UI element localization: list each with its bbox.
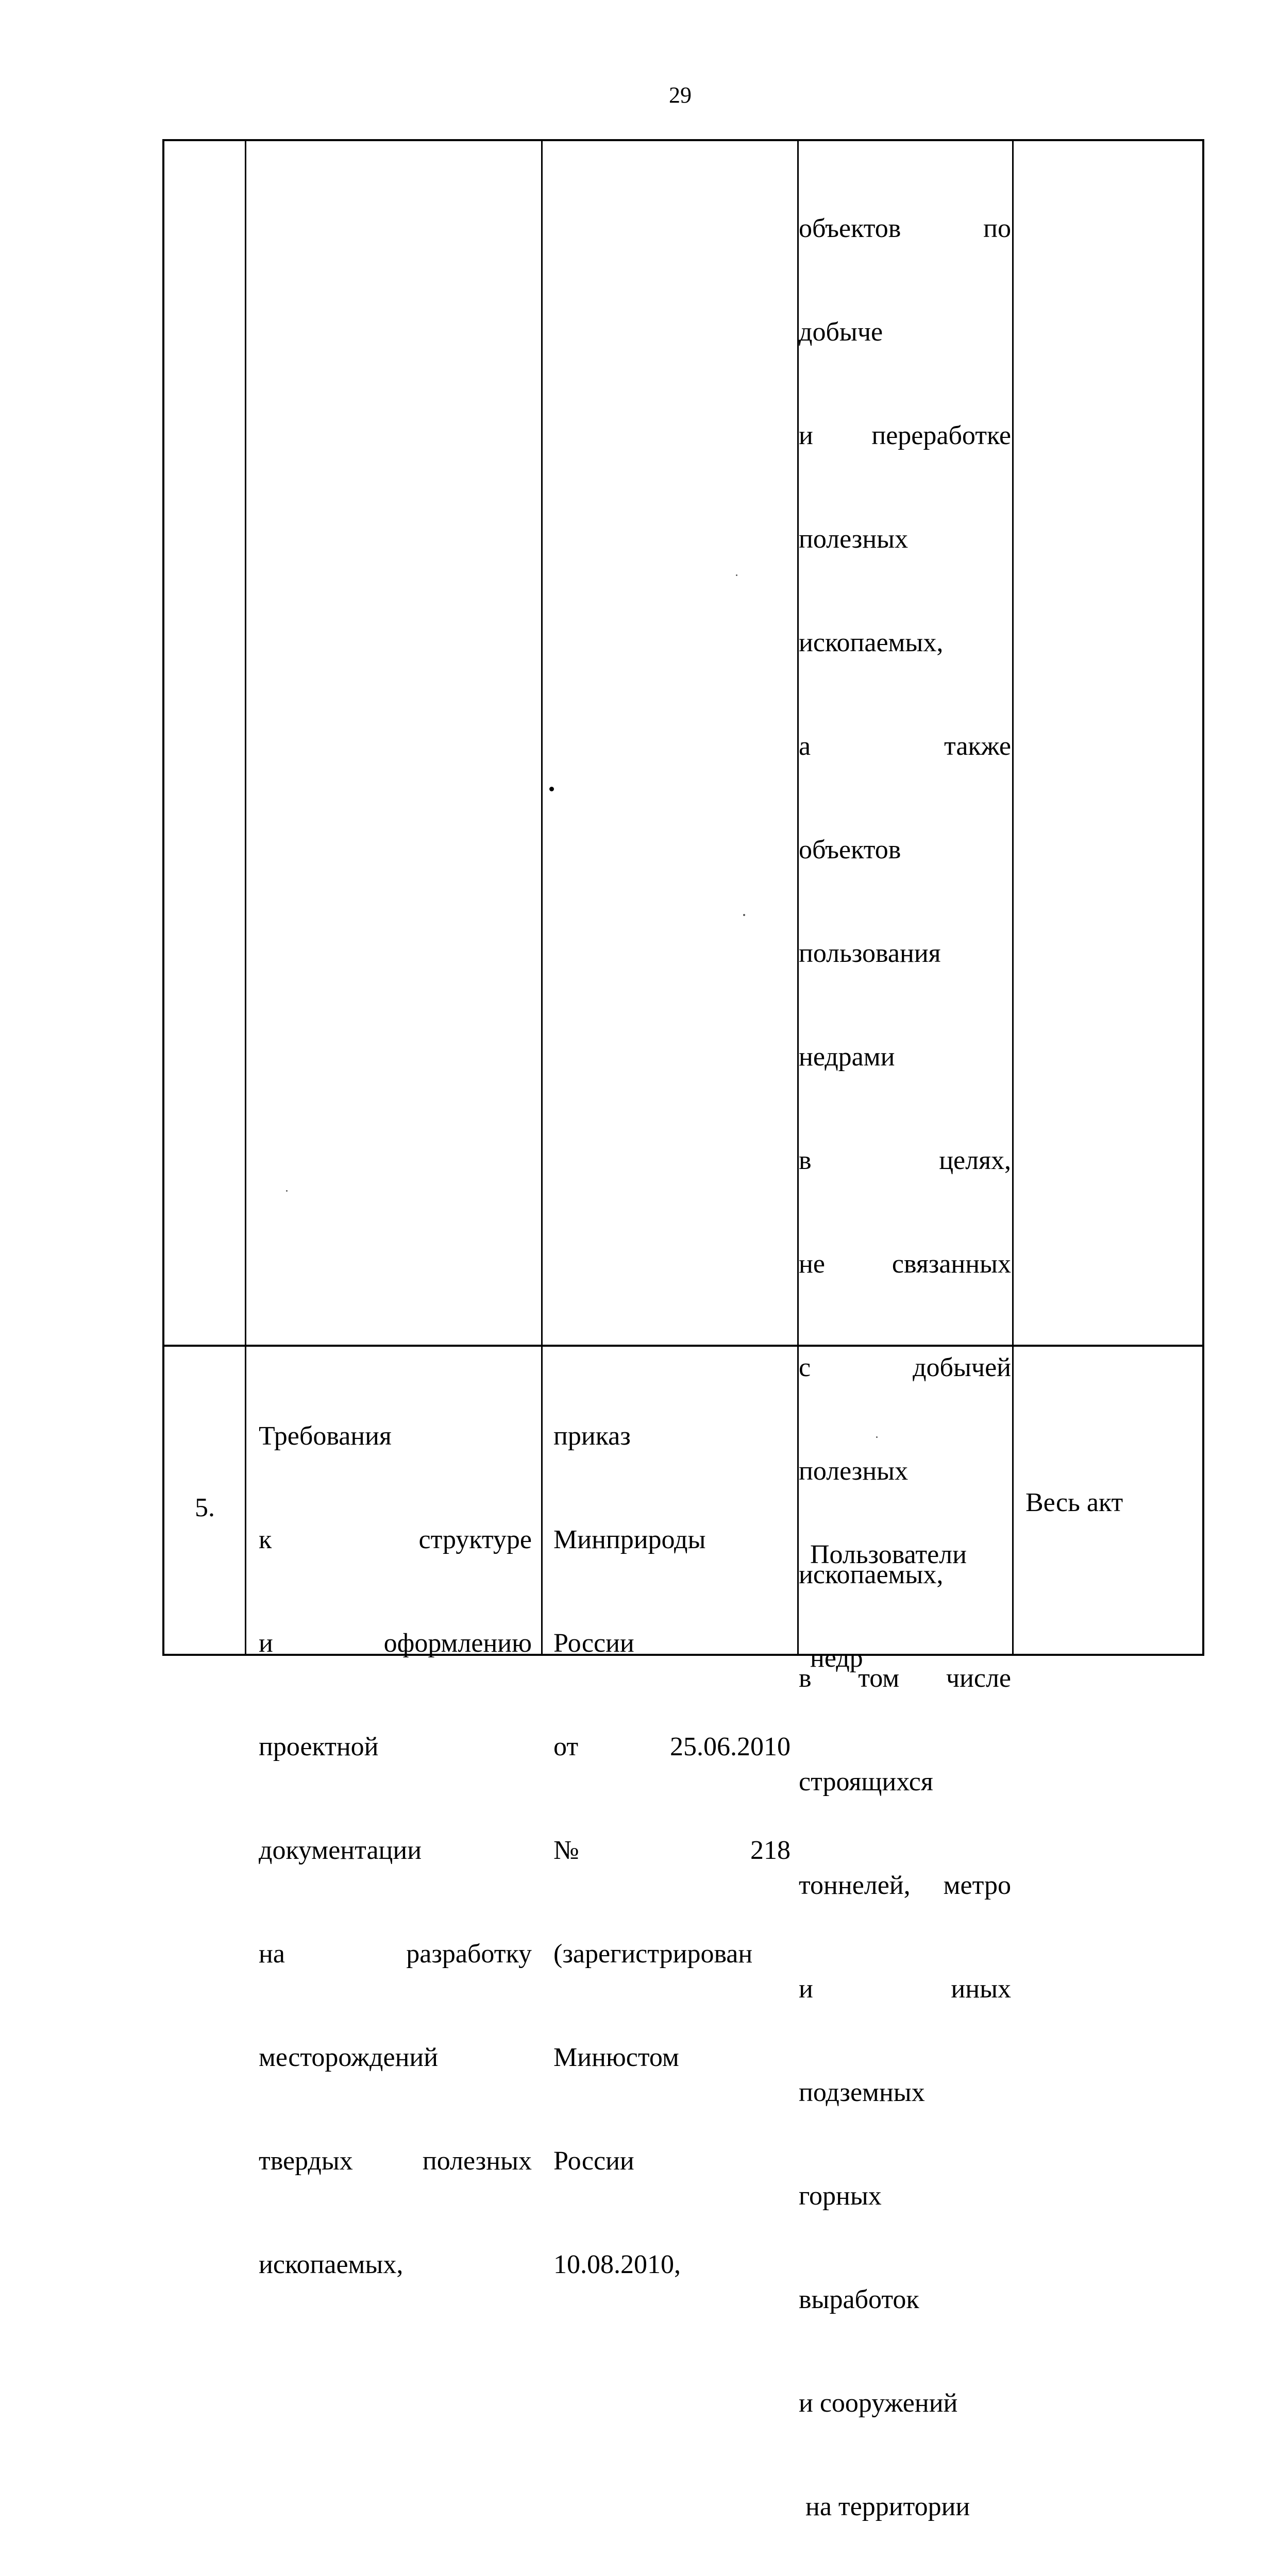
text-line: месторождений: [259, 2043, 439, 2072]
text-line: Требования: [259, 1421, 392, 1451]
text-line: документации: [259, 1836, 422, 1865]
text-line: Минюстом: [553, 2043, 679, 2072]
row5-requirement-text: [259, 1350, 532, 2351]
text-line: ископаемых,: [799, 628, 944, 657]
word: твердых: [259, 2146, 353, 2176]
row-divider: [162, 1345, 1204, 1347]
text-line: [799, 1247, 1011, 1281]
text-line: недрами: [799, 1042, 895, 1072]
word: целях,: [939, 1146, 1011, 1175]
word: в: [799, 1664, 812, 1693]
text-line: [799, 418, 1011, 453]
text-line: и сооружений: [799, 2388, 958, 2418]
column-divider-1: [245, 139, 246, 1656]
word: не: [799, 1249, 825, 1279]
word: том: [858, 1664, 900, 1693]
word: и: [799, 421, 813, 450]
text-line: Минприроды: [553, 1525, 706, 1554]
word: с: [799, 1353, 811, 1382]
word: связанных: [892, 1249, 1011, 1279]
page-number: 29: [669, 82, 692, 108]
word: метро: [943, 1871, 1011, 1900]
text-line: России: [553, 2146, 634, 2176]
row5-subjects: [810, 1468, 1006, 1744]
text-line: подземных: [799, 2078, 925, 2107]
text-line: 10.08.2010,: [553, 2250, 681, 2279]
word: тоннелей,: [799, 1871, 911, 1900]
word: 218: [750, 1836, 791, 1865]
table-right-border: [1202, 139, 1204, 1656]
word: также: [944, 732, 1011, 761]
word: по: [983, 214, 1011, 243]
text-line: полезных: [799, 524, 909, 554]
text-line: [799, 1143, 1011, 1178]
text-line: пользования: [799, 939, 941, 968]
text-line: [553, 1833, 791, 1868]
text-line: ископаемых,: [799, 1560, 944, 1589]
row5-scope: Весь акт: [1025, 1488, 1123, 1517]
word: от: [553, 1732, 579, 1761]
text-line: [553, 1730, 791, 1764]
row5-act-details: [553, 1350, 791, 2351]
scan-speck: [876, 1436, 878, 1438]
bullet-mark: [549, 787, 554, 791]
text-line: [799, 729, 1011, 764]
text-line: России: [553, 1629, 634, 1658]
word: переработке: [871, 421, 1011, 450]
scan-speck: [743, 914, 745, 916]
word: полезных: [422, 2146, 532, 2176]
text-line: Пользователи: [810, 1540, 967, 1569]
table-left-border: [162, 139, 164, 1656]
word: к: [259, 1525, 272, 1554]
scan-speck: [736, 574, 737, 576]
word: числе: [946, 1664, 1011, 1693]
word: в: [799, 1146, 812, 1175]
text-line: на территории: [799, 2492, 970, 2521]
text-line: [259, 1937, 532, 1971]
text-line: полезных: [799, 1456, 909, 1486]
text-line: недр: [810, 1643, 863, 1673]
word: разработку: [406, 1939, 532, 1969]
word: 25.06.2010: [670, 1732, 791, 1761]
column-divider-4: [1012, 139, 1014, 1656]
text-line: горных: [799, 2181, 882, 2211]
text-line: [799, 1868, 1011, 1903]
text-line: (зарегистрирован: [553, 1939, 753, 1969]
text-line: [259, 2144, 532, 2178]
text-line: объектов: [799, 835, 901, 865]
text-line: добыче: [799, 317, 883, 347]
text-line: [799, 211, 1011, 246]
word: и: [259, 1629, 273, 1658]
word: объектов: [799, 214, 901, 243]
text-line: выработок: [799, 2285, 919, 2314]
text-line: проектной: [259, 1732, 379, 1761]
text-line: ископаемых,: [259, 2250, 403, 2279]
word: а: [799, 732, 811, 761]
table-top-border: [162, 139, 1204, 141]
word: структуре: [418, 1525, 532, 1554]
text-line: [799, 1350, 1011, 1385]
column-divider-2: [541, 139, 543, 1656]
word: оформлению: [383, 1629, 532, 1658]
text-line: строящихся: [799, 1767, 933, 1797]
scan-speck: [286, 1190, 288, 1192]
text-line: [259, 1626, 532, 1660]
word: добычей: [913, 1353, 1011, 1382]
text-line: [799, 1972, 1011, 2006]
text-line: приказ: [553, 1421, 631, 1451]
word: на: [259, 1939, 285, 1969]
word: иных: [951, 1974, 1011, 2004]
text-line: [259, 1522, 532, 1557]
word: №: [553, 1836, 579, 1865]
word: и: [799, 1974, 813, 2004]
continuation-col4-text: [799, 142, 1011, 2576]
row5-number: 5.: [195, 1493, 215, 1522]
